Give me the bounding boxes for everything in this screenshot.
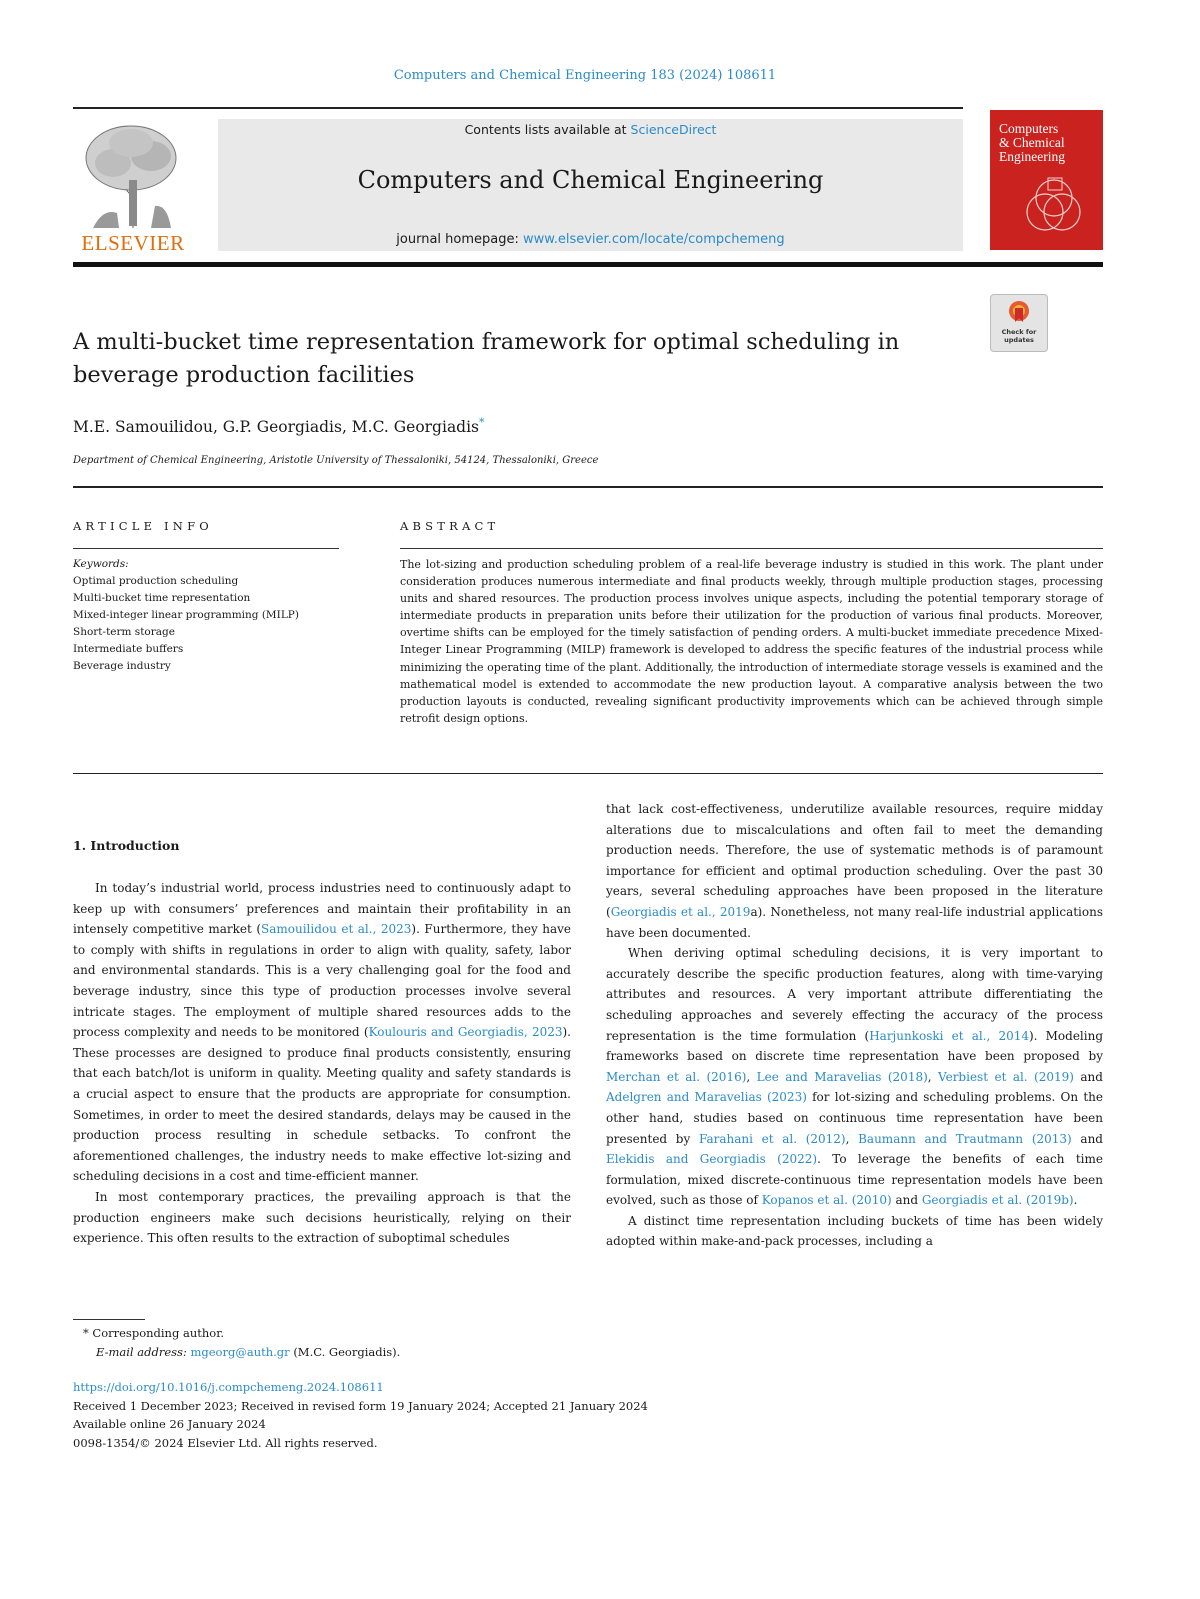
title-block-rule (73, 486, 1103, 488)
citation-link[interactable]: Koulouris and Georgiadis, 2023 (368, 1025, 563, 1040)
header-bottom-rule (73, 262, 1103, 267)
citation-link[interactable]: Samouilidou et al., 2023 (261, 922, 412, 937)
right-column (606, 799, 1103, 1252)
doi-link[interactable]: https://doi.org/10.1016/j.compchemeng.2024.108611 (73, 1380, 384, 1394)
text-run: for lot-sizing and scheduling problems. On the other hand, studies based on continuous time representation have been presented by (606, 1090, 1103, 1146)
keyword-item: Beverage industry (73, 660, 171, 672)
author-list (73, 416, 485, 436)
citation-link[interactable]: Georgiadis et al., 2019 (610, 904, 751, 919)
received-dates: Received 1 December 2023; Received in revised form 19 January 2024; Accepted 21 January 2024 (73, 1398, 648, 1413)
intro-paragraph-2: In most contemporary practices, the prevailing approach is that the production engineers make such decisions heuristically, relying on their experience. This often results to the extraction of suboptimal schedules (73, 1189, 571, 1246)
abstract-heading: ABSTRACT (400, 519, 500, 533)
email-label: E-mail address: (96, 1345, 187, 1359)
text-run: ). Modeling frameworks based on discrete time representation have been proposed by (606, 1028, 1104, 1064)
bookmark-icon (1007, 300, 1031, 326)
intro-paragraph-2-continued (606, 799, 1103, 943)
corresponding-footnote (73, 1325, 224, 1342)
available-online: Available online 26 January 2024 (73, 1417, 266, 1431)
cover-diagram-icon (1020, 172, 1090, 242)
journal-reference[interactable]: Computers and Chemical Engineering 183 (2024) 108611 (393, 68, 777, 83)
citation-link[interactable]: Harjunkoski et al., 2014 (869, 1028, 1029, 1043)
introduction-heading: 1. Introduction (73, 838, 180, 853)
elsevier-wordmark: ELSEVIER (81, 231, 185, 255)
abstract-text: The lot-sizing and production scheduling problem of a real-life beverage industry is studied in this work. The plant under consideration produces numerous intermediate and final products weekly, through multiple production stages, processing units and shared resources. The production process involves unique aspects, including the potential temporary storage of intermediate products in preparation units before their utilization for the production of various final products. Moreover, overtime shifts can be employed for the timely satisfaction of pending orders. A multi-bucket immediate precedence Mixed-Integer Linear Programming (MILP) framework is developed to address the specific features of the industrial process while minimizing the operating time of the plant. Additionally, the introduction of intermediate storage vessels is examined and the mathematical model is extended to accommodate the new production layout. A comparative analysis between the two production layouts is conducted, revealing significant productivity improvements which can be achieved through simple retrofit design options. (400, 558, 1103, 725)
citation-link[interactable]: Adelgren and Maravelias (2023) (606, 1090, 807, 1105)
intro-paragraph-3 (606, 943, 1103, 1211)
text-run: When deriving optimal scheduling decisions, it is very important to accurately describe the specific production features, along with time-varying attributes and resources. A very important attribute differentiating the scheduling approaches and severely effecting the accuracy of the process representation is the time formulation ( (606, 946, 1103, 1043)
contents-line (218, 122, 963, 137)
email-footnote (96, 1344, 400, 1361)
citation-link[interactable]: Farahani et al. (2012) (698, 1131, 846, 1146)
copyright-line: 0098-1354/© 2024 Elsevier Ltd. All rights reserved. (73, 1435, 378, 1450)
citation-link[interactable]: Georgiadis et al. (2019b) (921, 1193, 1074, 1208)
citation-link[interactable]: Baumann and Trautmann (2013) (858, 1131, 1072, 1146)
text-run: ). These processes are designed to produce final products consistently, ensuring that each batch/lot is uniform in quality. Meeting quality and safety standards is a crucial aspect to ensure that the products are appropriate for consumption. Sometimes, in order to meet the desired standards, delays may be caused in the production process resulting in schedule setbacks. To confront the aforementioned challenges, the industry needs to make effective lot-sizing and scheduling decisions in a cost and time-efficient manner. (73, 1025, 571, 1184)
text-run: . To leverage the benefits of each time formulation, mixed discrete-continuous time representation models have been evolved, such as those of (606, 1152, 1103, 1208)
check-for-updates-label: Check for updates (1001, 328, 1037, 344)
article-title: A multi-bucket time representation framework for optimal scheduling in beverage production facilities (73, 329, 900, 388)
keyword-item: Multi-bucket time representation (73, 592, 251, 604)
keywords-block (73, 556, 299, 675)
cover-title: Computers & Chemical Engineering (999, 121, 1065, 164)
keyword-item: Short-term storage (73, 626, 175, 638)
authors-text: M.E. Samouilidou, G.P. Georgiadis, M.C. Georgiadis (73, 418, 480, 437)
text-run: a). Nonetheless, not many real-life industrial applications have been documented. (606, 904, 1103, 940)
text-run: and (891, 1193, 922, 1208)
footnote-mark: * (83, 1326, 89, 1340)
text-run: . (1073, 1193, 1078, 1208)
keyword-item: Mixed-integer linear programming (MILP) (73, 609, 299, 621)
homepage-line (218, 232, 963, 247)
article-meta (73, 1378, 648, 1452)
text-run: , (746, 1069, 757, 1084)
corresponding-author-mark[interactable]: * (479, 416, 485, 429)
citation-link[interactable]: Merchan et al. (2016) (606, 1069, 747, 1084)
info-rule (73, 548, 339, 549)
text-run: In today’s industrial world, process industries need to continuously adapt to keep up with consumers’ preferences and maintain their profitability in an intensely competitive market ( (73, 881, 571, 937)
text-run: and (1071, 1131, 1103, 1146)
footnote-rule (73, 1319, 145, 1320)
affiliation: Department of Chemical Engineering, Aristotle University of Thessaloniki, 54124, Thessaloniki, Greece (73, 455, 599, 466)
intro-paragraph-4: A distinct time representation including buckets of time has been widely adopted within make-and-pack processes, including a (606, 1213, 1103, 1249)
keywords-label: Keywords: (73, 558, 129, 570)
citation-link[interactable]: Kopanos et al. (2010) (761, 1193, 892, 1208)
text-run: , (845, 1131, 859, 1146)
text-run: and (1073, 1069, 1103, 1084)
text-run: , (927, 1069, 939, 1084)
homepage-link[interactable]: www.elsevier.com/locate/compchemeng (523, 232, 785, 247)
email-suffix: (M.C. Georgiadis). (293, 1345, 401, 1359)
homepage-prefix: journal homepage: (396, 232, 524, 247)
keyword-item: Optimal production scheduling (73, 575, 239, 587)
abstract-bottom-rule (73, 773, 1103, 774)
header-top-rule (73, 107, 963, 109)
contents-prefix: Contents lists available at (464, 122, 631, 137)
journal-cover-thumbnail[interactable] (990, 110, 1103, 250)
citation-link[interactable]: Lee and Maravelias (2018) (756, 1069, 928, 1084)
abstract-rule (400, 548, 1103, 549)
citation-link[interactable]: Elekidis and Georgiadis (2022) (606, 1152, 818, 1167)
email-link[interactable]: mgeorg@auth.gr (190, 1345, 290, 1359)
text-run: ). Furthermore, they have to comply with shifts in regulations in order to align with quality, safety, labor and environmental standards. This is a very challenging goal for the food and beverage industry, since this type of production processes involve several intricate stages. The employment of multiple shared resources adds to the process complexity and needs to be monitored ( (73, 922, 572, 1040)
text-run: that lack cost-effectiveness, underutilize available resources, require midday alterations due to miscalculations and often fail to meet the demanding production needs. Therefore, the use of systematic methods is of paramount importance for efficient and optimal production scheduling. Over the past 30 years, several scheduling approaches have been proposed in the literature ( (606, 802, 1103, 919)
article-info-heading: ARTICLE INFO (73, 519, 213, 533)
journal-title: Computers and Chemical Engineering (357, 166, 824, 194)
intro-paragraph-1 (73, 878, 571, 1187)
sciencedirect-link[interactable]: ScienceDirect (630, 122, 717, 137)
citation-link[interactable]: Verbiest et al. (2019) (938, 1069, 1074, 1084)
left-column (73, 878, 571, 1249)
footnote-corresponding: Corresponding author. (92, 1326, 225, 1340)
keyword-item: Intermediate buffers (73, 643, 184, 655)
